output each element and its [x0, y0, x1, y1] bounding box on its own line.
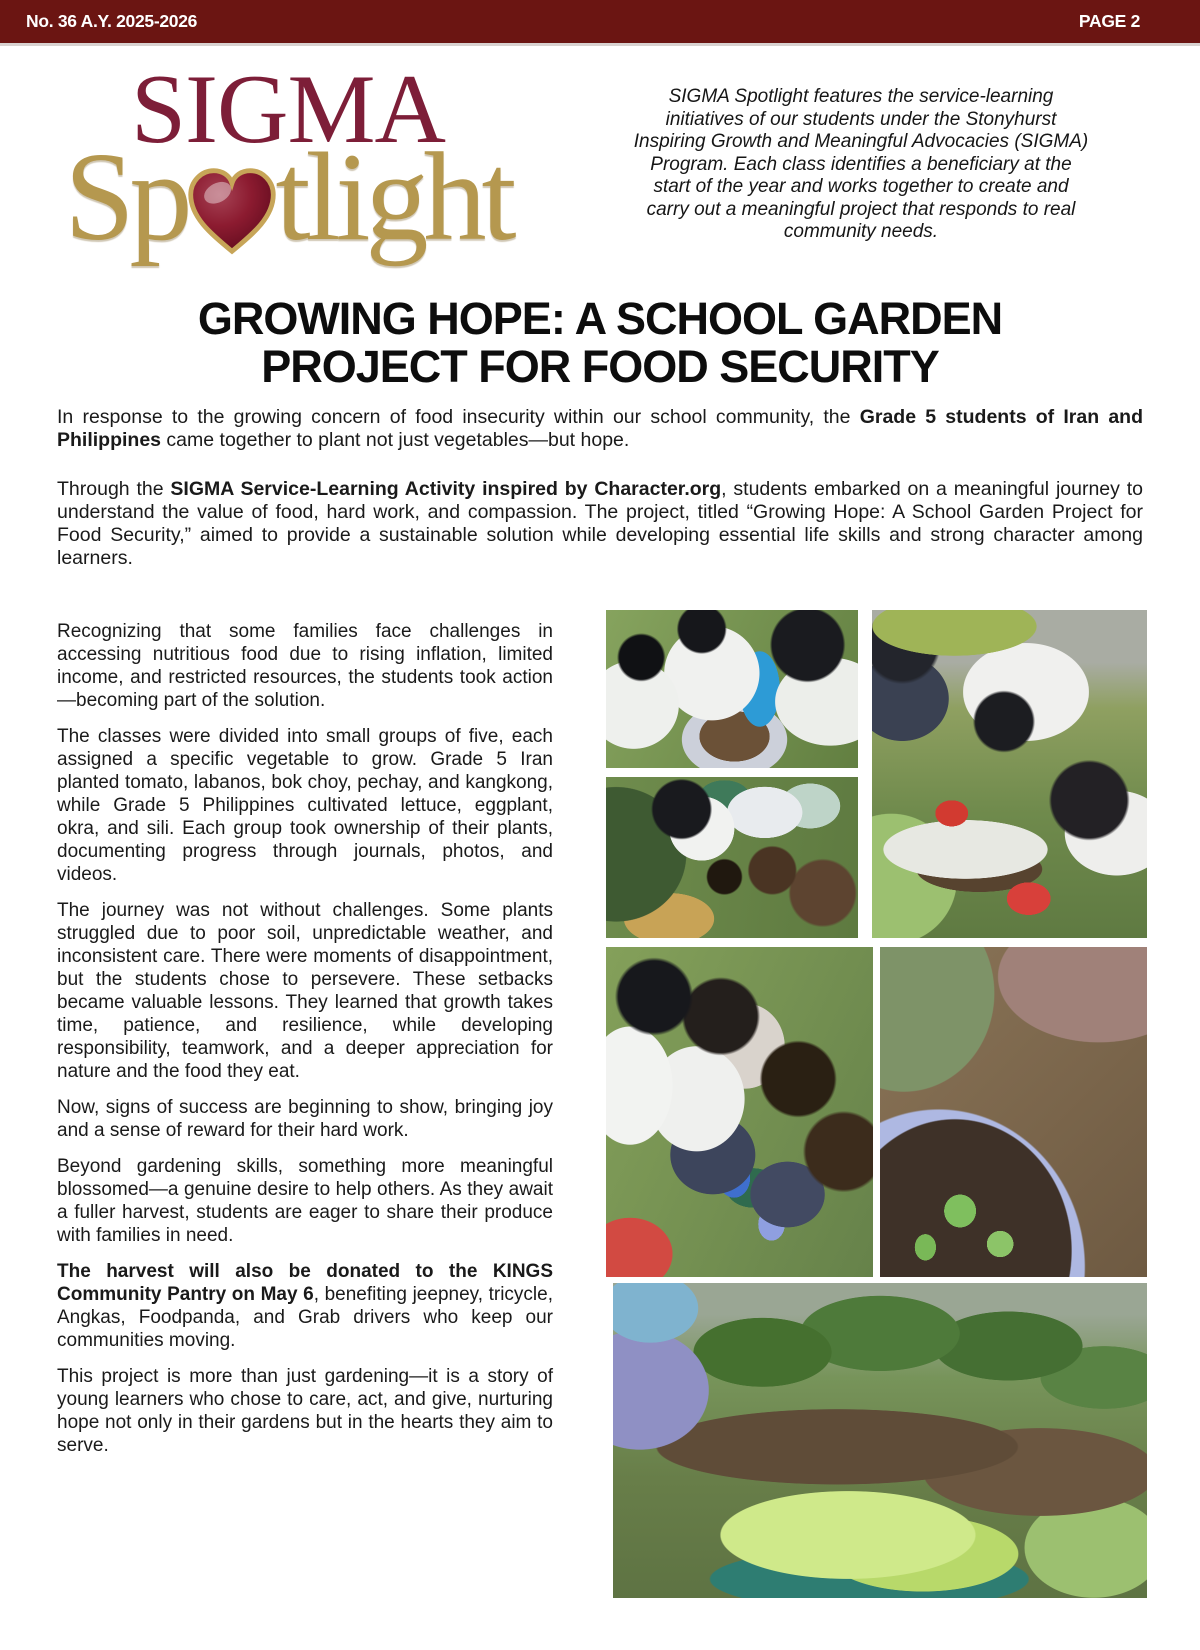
lead1-bold: Grade 5 students of Iran and Philippines — [57, 406, 1143, 451]
heart-icon — [184, 157, 280, 257]
article-headline — [0, 295, 1200, 391]
paragraph-text: Recognizing that some families face challenges in accessing nutritious food due to rising inflation, limited income, and restricted resources, the students took action—becoming part of the solution. — [57, 621, 553, 711]
article-body-column — [57, 620, 553, 1470]
lead2-tail: , students embarked on a meaningful journey to understand the value of food, hard work, and compassion. The project, titled “Growing Hope: A School Garden Project for Food Security,” aimed to provide a sustainable solution while developing essential life skills and strong character among learners. — [57, 478, 1144, 569]
logo-word-spotlight — [38, 128, 538, 267]
logo-spotlight-sp: Sp — [64, 128, 188, 267]
lead-paragraph-2 — [57, 478, 1143, 570]
paragraph-text: Now, signs of success are beginning to show, bringing joy and a sense of reward for their hard work. — [57, 1097, 553, 1141]
paragraph-text: The classes were divided into small groups of five, each assigned a specific vegetable to grow. Grade 5 Iran planted tomato, labanos, bok choy, pechay, and kangkong, while Grade 5 Philippines cultivated lettuce, eggplant, okra, and sili. Each group took ownership of their plants, documenting progress through journals, photos, and videos. — [57, 726, 553, 885]
lead2-bold: SIGMA Service-Learning Activity inspired by Character.org — [170, 478, 722, 500]
paragraph-more-than-gardening — [57, 1365, 553, 1457]
lead1-text: In response to the growing concern of food insecurity within our school community, the — [57, 406, 860, 428]
photo-group-planting-green-tray — [606, 947, 873, 1277]
photo-collage — [606, 610, 1147, 1600]
paragraph-harvest-donation — [57, 1260, 553, 1352]
paragraph-classes-divided — [57, 725, 553, 886]
logo-spotlight-tlight: tlight — [275, 128, 512, 267]
sigma-spotlight-logo — [38, 46, 538, 296]
photo-garden-okra-lettuce — [613, 1283, 1147, 1598]
paragraph-beyond-gardening — [57, 1155, 553, 1247]
harvest-donation-bold: The harvest will also be donated to the KINGS Community Pantry on May 6 — [57, 1261, 553, 1305]
paragraph-text: Beyond gardening skills, something more meaningful blossomed—a genuine desire to help others. As they await a fuller harvest, students are eager to share their produce with families in need. — [57, 1156, 553, 1246]
lead-paragraph-1 — [57, 406, 1143, 452]
photo-students-around-containers — [606, 777, 858, 938]
headline-line2: PROJECT FOR FOOD SECURITY — [261, 341, 939, 392]
paragraph-text: This project is more than just gardening—it is a story of young learners who chose to care, act, and give, nurturing hope not only in their gardens but in the hearts they aim to serve. — [57, 1366, 553, 1456]
photo-seedlings-blue-bin — [880, 947, 1147, 1277]
issue-number: No. 36 A.Y. 2025-2026 — [26, 11, 198, 31]
lead2-text: Through the — [57, 478, 171, 500]
issue-bar — [0, 0, 1200, 46]
headline-line1: GROWING HOPE: A SCHOOL GARDEN — [197, 293, 1003, 344]
photo-planting-white-planter — [872, 610, 1147, 938]
paragraph-recognizing — [57, 620, 553, 712]
paragraph-text: The journey was not without challenges. Some plants struggled due to poor soil, unpredictable weather, and inconsistent care. There were moments of disappointment, but the students chose to persevere. These setbacks became valuable lessons. They learned that growth takes time, patience, and resilience, while developing responsibility, teamwork, and a deeper appreciation for nature and the food they eat. — [57, 900, 553, 1082]
logo-word-sigma: SIGMA — [130, 55, 446, 164]
paragraph-journey-challenges — [57, 899, 553, 1083]
page-number: PAGE 2 — [1078, 11, 1140, 31]
lead1-tail: came together to plant not just vegetables—but hope. — [161, 429, 630, 451]
paragraph-text: , benefiting jeepney, tricycle, Angkas, Foodpanda, and Grab drivers who keep our communities moving. — [57, 1284, 553, 1351]
photo-students-scooping-soil-bin — [606, 610, 858, 768]
intro-blurb: SIGMA Spotlight features the service-learning initiatives of our students under the Stonyhurst Inspiring Growth and Meaningful Advocacies (SIGMA) Program. Each class identifies a beneficiary at the start of the year and works together to create and carry out a meaningful project that responds to real community needs. — [633, 86, 1089, 242]
paragraph-signs-of-success — [57, 1096, 553, 1142]
